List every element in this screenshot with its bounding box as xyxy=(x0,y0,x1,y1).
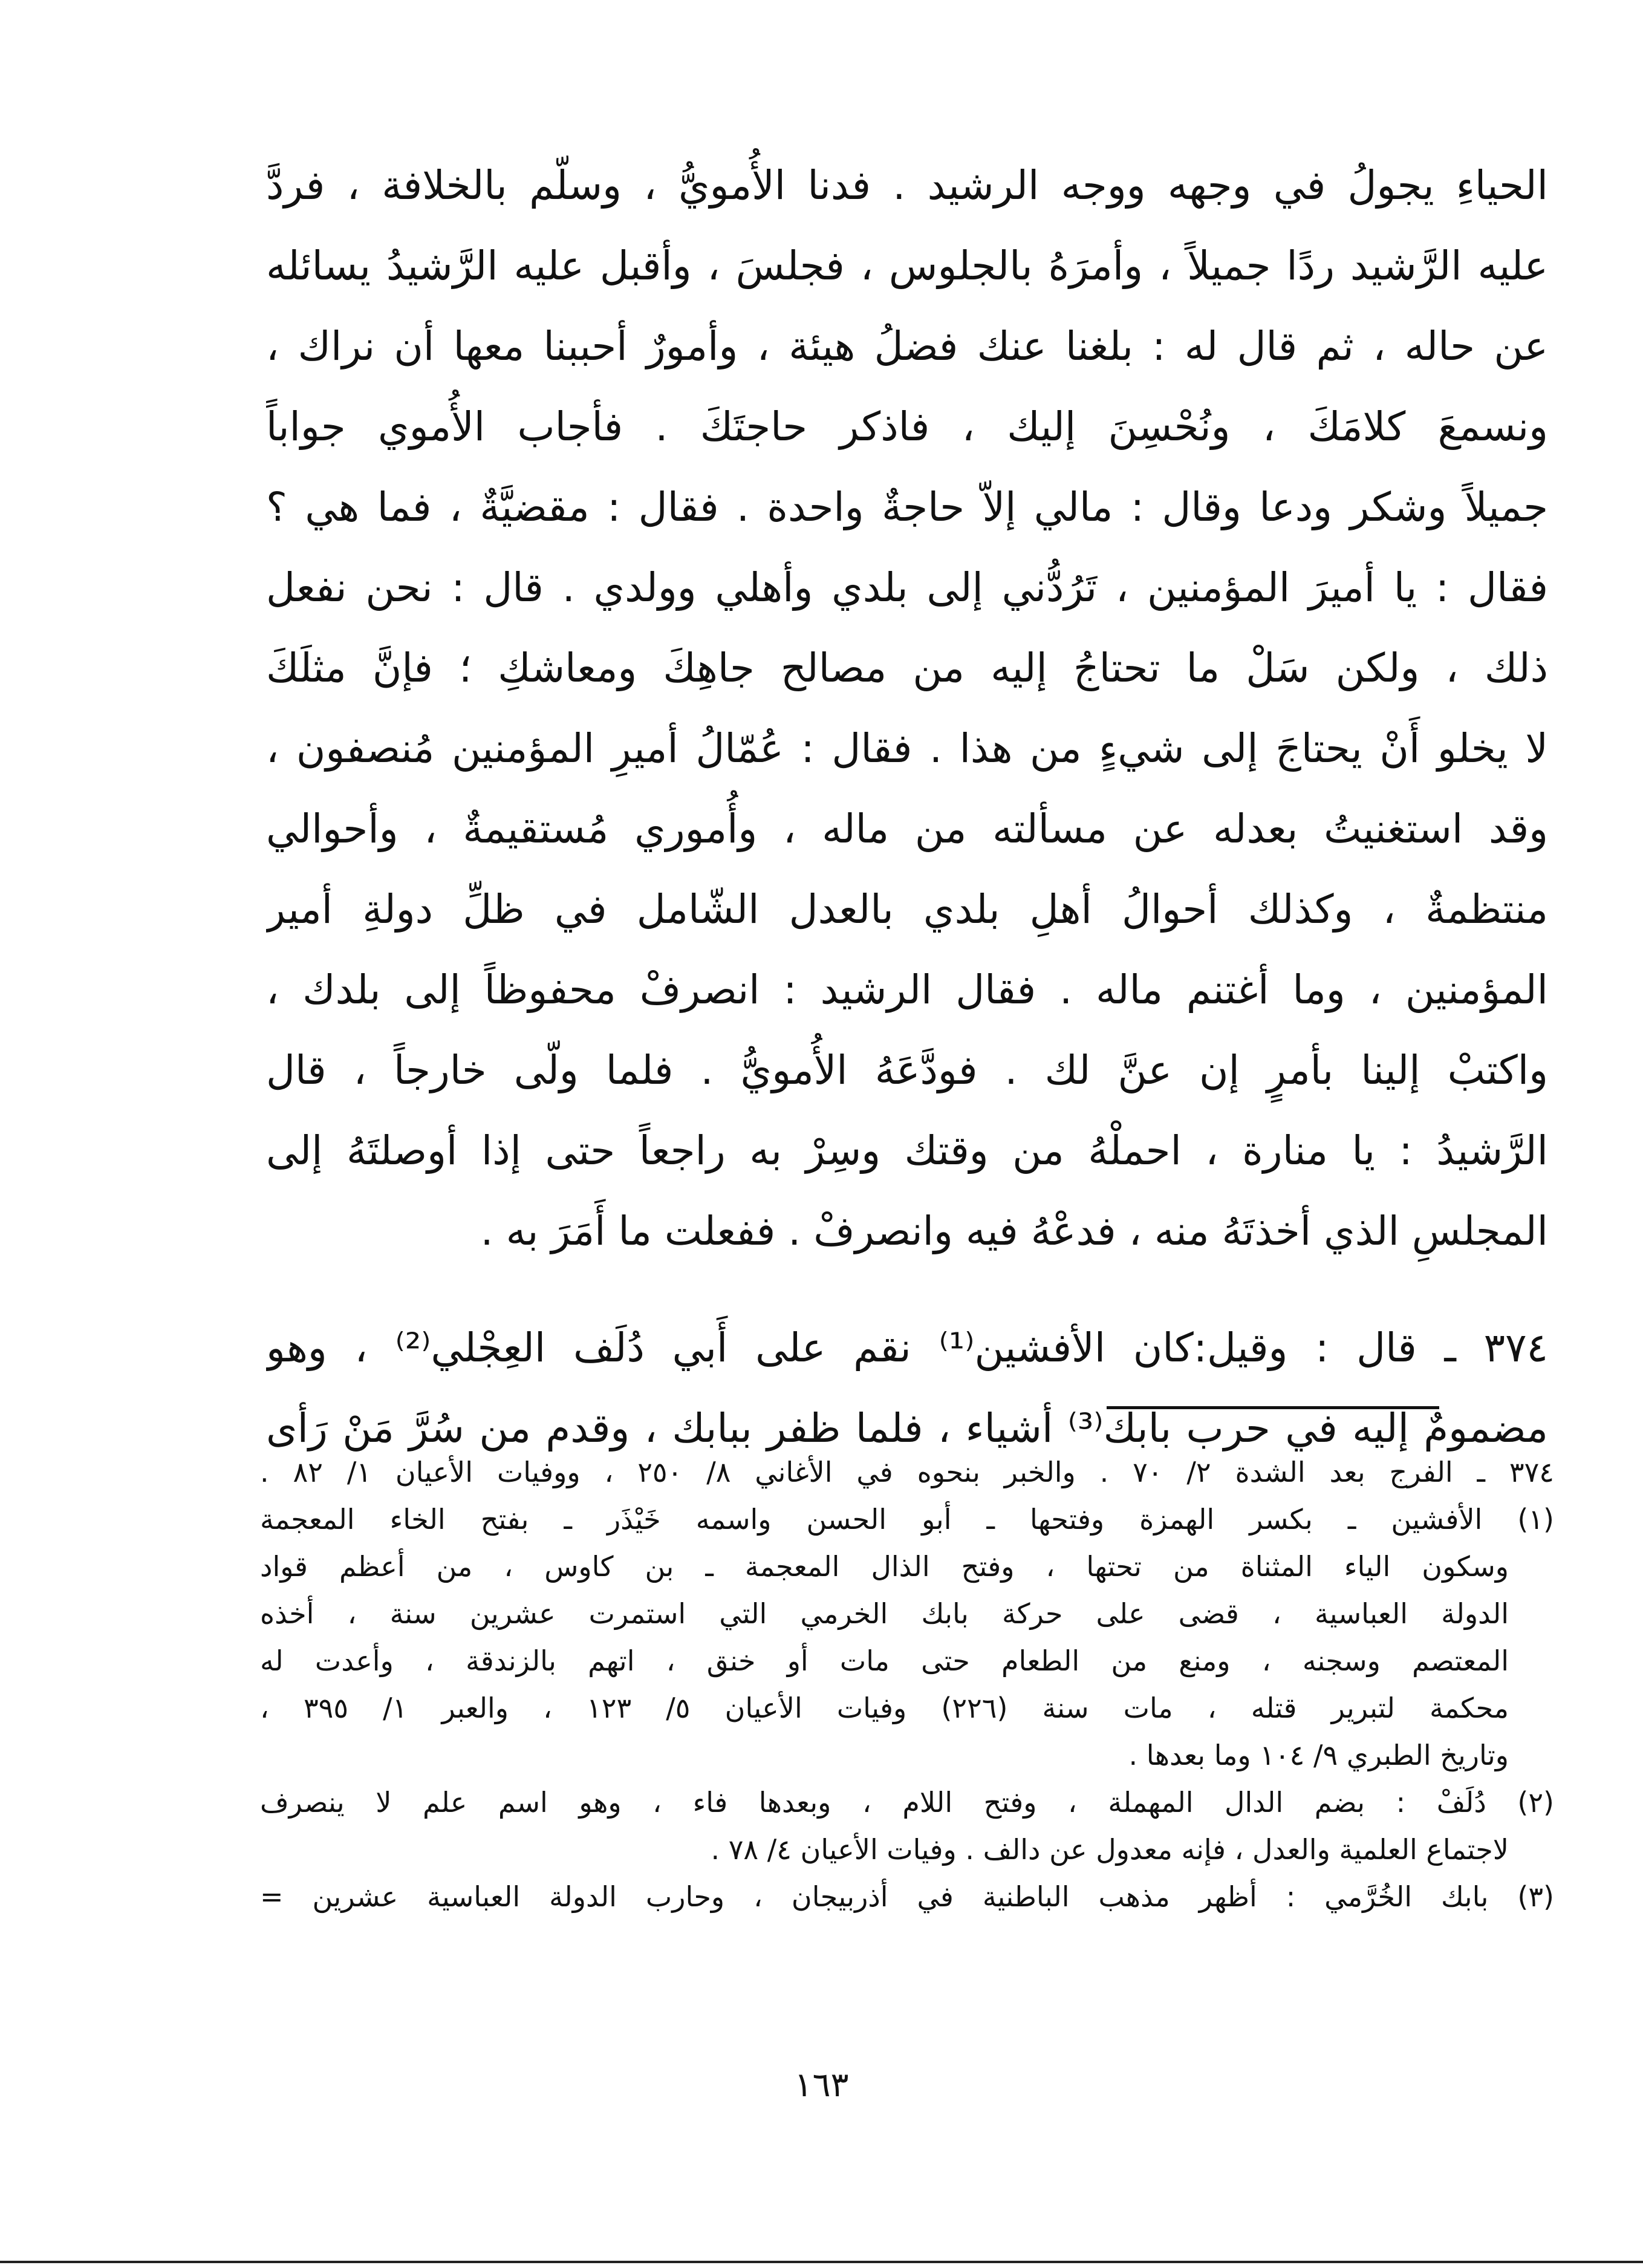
footnote-line: وتاريخ الطبري ٩/ ١٠٤ وما بعدها . xyxy=(1128,1739,1509,1771)
footnote-line: المعتصم وسجنه ، ومنع من الطعام حتى مات أو خنق ، اتهم بالزندقة ، وأعدت له xyxy=(260,1644,1509,1677)
footnote-line: وسكون الياء المثناة من تحتها ، وفتح الذال المعجمة ـ بن كاوس ، من أعظم قواد xyxy=(260,1550,1509,1583)
footnote-line: (٣) بابك الخُرَّمي : أظهر مذهب الباطنية في أذربيجان ، وحارب الدولة العباسية عشرين = xyxy=(260,1880,1554,1913)
text-line: عليه الرَّشيد ردًا جميلاً ، وأمرَهُ بالجلوس ، فجلسَ ، وأقبل عليه الرَّشيدُ يسائله xyxy=(266,243,1548,289)
text-line: منتظمةٌ ، وكذلك أحوالُ أهلِ بلدي بالعدل الشّامل في ظلِّ دولةِ أمير xyxy=(266,886,1548,933)
text-line: ٣٧٤ ـ قال : وقيل:كان الأفشين⁽¹⁾ نقم على أَبي دُلَف العِجْلي⁽²⁾ ، وهو xyxy=(266,1325,1548,1371)
text-line: وقد استغنيتُ بعدله عن مسألته من ماله ، وأُموري مُستقيمةٌ ، وأحوالي xyxy=(266,806,1548,852)
footnote-line: ٣٧٤ ـ الفرج بعد الشدة ٢/ ٧٠ . والخبر بنحوه في الأغاني ٨/ ٢٥٠ ، ووفيات الأعيان ١/ ٨٢ . xyxy=(260,1456,1554,1488)
text-line: ذلك ، ولكن سَلْ ما تحتاجُ إليه من مصالح جاهِكَ ومعاشكِ ؛ فإنَّ مثلَكَ xyxy=(266,645,1548,691)
text-line: جميلاً وشكر ودعا وقال : مالي إلاّ حاجةٌ واحدة . فقال : مقضيَّةٌ ، فما هي ؟ xyxy=(266,484,1548,530)
text-line: الرَّشيدُ : يا منارة ، احملْهُ من وقتك وسِرْ به راجعاً حتى إذا أوصلتَهُ إلى xyxy=(266,1127,1548,1174)
main-text xyxy=(266,145,1548,1468)
footnote-separator xyxy=(1107,1406,1439,1409)
footnote-line: (١) الأفشين ـ بكسر الهمزة وفتحها ـ أبو الحسن واسمه خَيْذَر ـ بفتح الخاء المعجمة xyxy=(260,1503,1554,1536)
text-line: فقال : يا أميرَ المؤمنين ، تَرُدُّني إلى بلدي وأهلي وولدي . قال : نحن نفعل xyxy=(266,564,1548,611)
page-number: ١٦٣ xyxy=(794,2065,849,2105)
text-line: واكتبْ إلينا بأمرٍ إن عنَّ لك . فودَّعَهُ الأُمويُّ . فلما ولّى خارجاً ، قال xyxy=(266,1047,1548,1093)
scan-bottom-edge xyxy=(0,2261,1643,2263)
text-line: لا يخلو أَنْ يحتاجَ إلى شيءٍ من هذا . فقال : عُمّالُ أميرِ المؤمنين مُنصفون ، xyxy=(266,725,1548,772)
text-line: المؤمنين ، وما أغتنم ماله . فقال الرشيد : انصرفْ محفوظاً إلى بلدك ، xyxy=(266,966,1548,1013)
footnote-line: (٢) دُلَفْ : بضم الدال المهملة ، وفتح اللام ، وبعدها فاء ، وهو اسم علم لا ينصرف xyxy=(260,1786,1554,1819)
footnote-line: الدولة العباسية ، قضى على حركة بابك الخرمي التي استمرت عشرين سنة ، أخذه xyxy=(260,1597,1509,1630)
text-line: عن حاله ، ثم قال له : بلغنا عنك فضلُ هيئة ، وأمورٌ أحببنا معها أن نراك ، xyxy=(266,323,1548,370)
text-line: المجلسِ الذي أخذتَهُ منه ، فدعْهُ فيه وانصرفْ . ففعلت ما أَمَرَ به . xyxy=(480,1208,1548,1254)
paragraph-gap xyxy=(266,1271,1548,1308)
footnotes xyxy=(260,1448,1554,1920)
text-line: مضمومٌ إليه في حرب بابك⁽³⁾ أشياء ، فلما ظفر ببابك ، وقدم من سُرَّ مَنْ رَأى xyxy=(266,1405,1548,1452)
text-line: الحياءِ يجولُ في وجهه ووجه الرشيد . فدنا الأُمويُّ ، وسلّم بالخلافة ، فردَّ xyxy=(266,162,1548,209)
footnote-line: لاجتماع العلمية والعدل ، فإنه معدول عن دالف . وفيات الأعيان ٤/ ٧٨ . xyxy=(711,1833,1509,1866)
footnote-line: محكمة لتبرير قتله ، مات سنة (٢٢٦) وفيات الأعيان ٥/ ١٢٣ ، والعبر ١/ ٣٩٥ ، xyxy=(260,1692,1509,1724)
text-line: ونسمعَ كلامَكَ ، ونُحْسِنَ إليك ، فاذكر حاجتَكَ . فأجاب الأُموي جواباً xyxy=(266,403,1548,450)
